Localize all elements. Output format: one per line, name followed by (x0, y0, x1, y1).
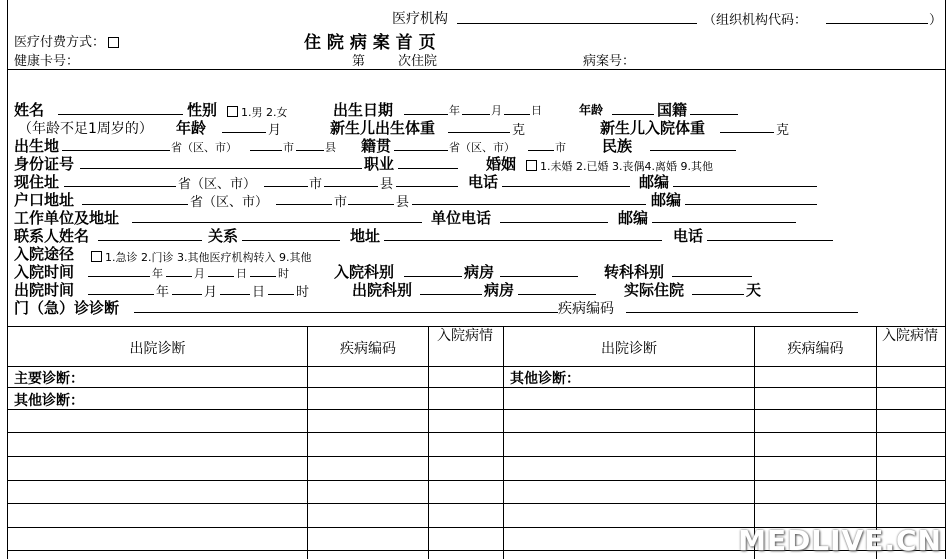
discharge-month-field[interactable] (172, 280, 202, 295)
infant-age-field[interactable] (222, 118, 266, 133)
outpatient-diagnosis-field[interactable] (134, 298, 558, 313)
discharge-ward-label: 病房 (484, 281, 515, 299)
birth-year-field[interactable] (404, 100, 448, 115)
sex-checkbox[interactable] (227, 106, 238, 117)
ethnicity-field[interactable] (650, 136, 736, 151)
newborn-birth-weight-label: 新生儿出生体重 (330, 119, 436, 137)
transfer-dept-label: 转科科别 (604, 263, 665, 281)
relation-label: 关系 (208, 227, 239, 245)
payment-method (14, 31, 122, 50)
occupation-field[interactable] (398, 154, 458, 169)
admission-time-label: 入院时间 (14, 263, 75, 281)
birthplace-province-unit: 省（区、市） (171, 141, 237, 154)
actual-days-field[interactable] (692, 280, 744, 295)
discharge-ward-field[interactable] (518, 280, 596, 295)
discharge-day-field[interactable] (220, 280, 250, 295)
hukou-city-unit: 市 (334, 195, 348, 210)
current-province-unit: 省（区、市） (178, 177, 257, 192)
admission-ward-label: 病房 (464, 263, 495, 281)
outpatient-code-label: 疾病编码 (558, 301, 614, 317)
native-place-label: 籍贯 (361, 137, 392, 155)
admission-day-field[interactable] (208, 262, 234, 277)
hukou-province-unit: 省（区、市） (190, 195, 269, 210)
transfer-dept-field[interactable] (672, 262, 752, 277)
age-label: 年龄 (579, 103, 604, 117)
admission-route-checkbox[interactable] (91, 251, 102, 262)
birth-month-unit: 月 (491, 104, 502, 117)
admission-day-unit: 日 (236, 267, 247, 280)
contact-phone-label: 电话 (673, 227, 704, 245)
hukou-city-field[interactable] (276, 190, 332, 205)
hukou-address-label: 户口地址 (14, 191, 75, 209)
admission-route-label: 入院途径 (14, 245, 75, 263)
age-field[interactable] (612, 100, 654, 115)
discharge-month-unit: 月 (204, 285, 218, 300)
current-postcode-field[interactable] (673, 172, 817, 187)
col-header-admit-condition-right: 入院病情 (882, 328, 938, 344)
outpatient-code-field[interactable] (626, 298, 858, 313)
discharge-year-field[interactable] (88, 280, 154, 295)
work-postcode-field[interactable] (652, 208, 796, 223)
admission-dept-field[interactable] (404, 262, 462, 277)
col-header-discharge-dx-left: 出院诊断 (129, 341, 186, 357)
institution-field[interactable] (457, 9, 697, 24)
hukou-postcode-field[interactable] (685, 190, 817, 205)
frame-right (945, 0, 946, 559)
form-title: 住 院 病 案 首 页 (304, 33, 436, 53)
hukou-county-field[interactable] (348, 190, 394, 205)
admission-month-unit: 月 (194, 267, 205, 280)
newborn-admit-weight-unit: 克 (776, 123, 790, 138)
institution-label: 医疗机构 (392, 11, 448, 27)
contact-name-field[interactable] (98, 226, 202, 241)
other-diagnosis-label-left: 其他诊断： (14, 393, 84, 409)
native-city-unit: 市 (555, 141, 566, 154)
birth-day-unit: 日 (531, 104, 542, 117)
discharge-dept-label: 出院科别 (352, 281, 413, 299)
discharge-day-unit: 日 (252, 285, 266, 300)
frame-left (7, 0, 8, 559)
work-unit-label: 工作单位及地址 (14, 209, 120, 227)
payment-method-checkbox[interactable] (108, 37, 119, 48)
payment-method-label: 医疗付费方式： (14, 35, 106, 50)
infant-age-unit: 月 (268, 123, 282, 138)
name-label: 姓名 (14, 101, 45, 119)
main-diagnosis-label: 主要诊断： (14, 371, 84, 387)
birthplace-city-field[interactable] (250, 136, 282, 151)
admission-year-unit: 年 (152, 267, 163, 280)
admission-hour-field[interactable] (250, 262, 276, 277)
phone-label: 电话 (468, 173, 499, 191)
admission-ward-field[interactable] (500, 262, 578, 277)
hukou-postcode-label: 邮编 (651, 191, 682, 209)
current-county-field[interactable] (324, 172, 378, 187)
marriage-options: 1.未婚 2.已婚 3.丧偶4.离婚 9.其他 (540, 160, 713, 173)
hukou-detail-field[interactable] (412, 190, 646, 205)
watermark-logo: MEDLIVE.CN (738, 524, 942, 557)
work-phone-label: 单位电话 (431, 209, 492, 227)
infant-note: （年龄不足1周岁的） (18, 121, 153, 137)
contact-name-label: 联系人姓名 (14, 227, 90, 245)
hukou-province-field[interactable] (82, 190, 188, 205)
contact-address-label: 地址 (350, 227, 381, 245)
native-city-field[interactable] (528, 136, 554, 151)
birth-year-unit: 年 (449, 104, 460, 117)
actual-days-unit: 天 (746, 281, 762, 299)
nationality-field[interactable] (690, 100, 738, 115)
org-code-field[interactable] (826, 9, 928, 24)
col-header-disease-code-right: 疾病编码 (787, 341, 844, 357)
work-postcode-label: 邮编 (618, 209, 649, 227)
current-city-field[interactable] (264, 172, 308, 187)
outpatient-diagnosis-label: 门（急）诊诊断 (14, 299, 120, 317)
newborn-admit-weight-label: 新生儿入院体重 (600, 119, 706, 137)
newborn-birth-weight-field[interactable] (448, 118, 510, 133)
discharge-year-unit: 年 (156, 285, 170, 300)
org-code-label: （组织机构代码： (703, 13, 808, 28)
admission-month-field[interactable] (166, 262, 192, 277)
infant-age-label: 年龄 (176, 119, 207, 137)
birthplace-label: 出生地 (14, 137, 60, 155)
newborn-admit-weight-field[interactable] (720, 118, 774, 133)
contact-phone-field[interactable] (707, 226, 833, 241)
admission-count-suffix: 次住院 (398, 54, 438, 69)
col-header-discharge-dx-right: 出院诊断 (601, 341, 657, 357)
discharge-time-label: 出院时间 (14, 281, 75, 299)
relation-field[interactable] (242, 226, 340, 241)
birthplace-county-field[interactable] (296, 136, 324, 151)
current-province-field[interactable] (64, 172, 176, 187)
admission-route-options: 1.急诊 2.门诊 3.其他医疗机构转入 9.其他 (105, 251, 312, 264)
work-phone-field[interactable] (500, 208, 608, 223)
health-card-label: 健康卡号： (14, 54, 80, 69)
record-number-label: 病案号： (583, 54, 636, 69)
col-header-disease-code-left: 疾病编码 (340, 341, 396, 357)
discharge-hour-field[interactable] (268, 280, 294, 295)
birthplace-province-field[interactable] (62, 136, 170, 151)
phone-field[interactable] (502, 172, 630, 187)
nationality-label: 国籍 (657, 101, 688, 119)
sex-options: 1.男 2.女 (241, 106, 288, 119)
discharge-hour-unit: 时 (296, 285, 310, 300)
birthplace-county-unit: 县 (325, 141, 336, 154)
actual-days-label: 实际住院 (624, 281, 685, 299)
marriage-label: 婚姻 (486, 155, 517, 173)
header-divider (7, 69, 946, 70)
current-detail-field[interactable] (396, 172, 458, 187)
hukou-county-unit: 县 (396, 195, 410, 210)
org-code-close: ） (929, 13, 943, 28)
native-province-field[interactable] (394, 136, 448, 151)
admission-year-field[interactable] (88, 262, 150, 277)
name-field[interactable] (58, 100, 183, 115)
newborn-birth-weight-unit: 克 (512, 123, 526, 138)
birthplace-city-unit: 市 (283, 141, 294, 154)
work-unit-field[interactable] (132, 208, 422, 223)
birth-month-field[interactable] (462, 100, 490, 115)
native-province-unit: 省（区、市） (449, 141, 515, 154)
id-number-field[interactable] (80, 154, 362, 169)
current-postcode-label: 邮编 (639, 173, 670, 191)
admission-count-prefix: 第 (352, 54, 366, 69)
birth-day-field[interactable] (504, 100, 530, 115)
id-number-label: 身份证号 (14, 155, 75, 173)
ethnicity-label: 民族 (602, 137, 633, 155)
sex-label: 性别 (187, 101, 218, 119)
current-city-unit: 市 (309, 177, 323, 192)
birth-date-label: 出生日期 (333, 101, 394, 119)
current-address-label: 现住址 (14, 173, 60, 191)
other-diagnosis-label-right: 其他诊断： (510, 371, 580, 387)
occupation-label: 职业 (364, 155, 395, 173)
admission-hour-unit: 时 (278, 267, 289, 280)
marriage-checkbox[interactable] (526, 160, 537, 171)
col-header-admit-condition-left: 入院病情 (437, 328, 493, 344)
contact-address-field[interactable] (384, 226, 662, 241)
admission-dept-label: 入院科别 (334, 263, 395, 281)
current-county-unit: 县 (380, 177, 394, 192)
discharge-dept-field[interactable] (420, 280, 482, 295)
